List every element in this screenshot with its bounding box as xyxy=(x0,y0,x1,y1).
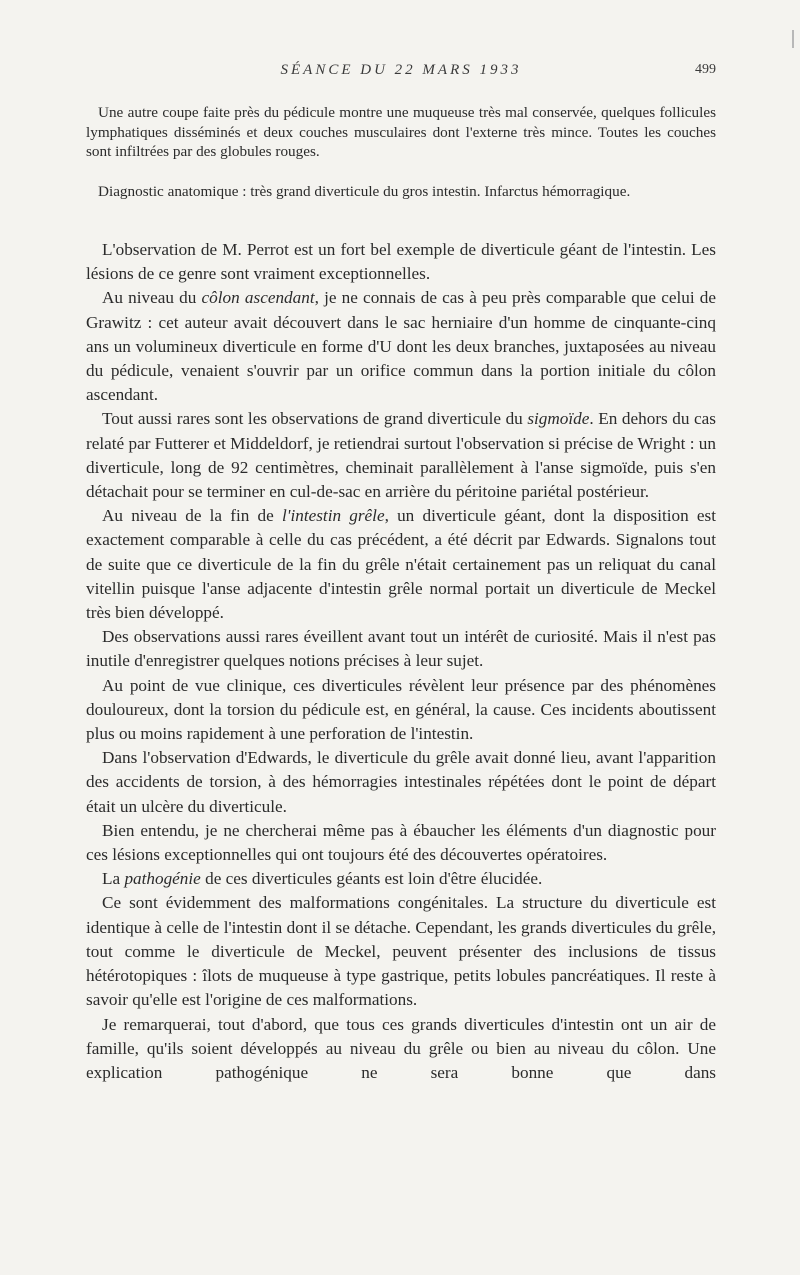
paragraph: Bien entendu, je ne chercherai même pas à ébaucher les éléments d'un diagnostic pour ces lésions exceptionnelles qui ont toujours été des découvertes opératoires. xyxy=(86,820,716,865)
paragraph: Dans l'observation d'Edwards, le diverticule du grêle avait donné lieu, avant l'apparition des accidents de torsion, à des hémorragies intestinales répétées dont le point de départ était un ulcère du diverticule. xyxy=(86,748,716,816)
paragraph: Diagnostic anatomique : très grand diverticule du gros intestin. Infarctus hémorragique. xyxy=(98,183,631,200)
text-run: . En dehors du cas relaté par Futterer et Middeldorf, je retiendrai surtout l'observation si précise de Wright : un diverticule, long de 92 centimètres, cheminait parallèlement à l'anse sigmoïde, puis s'en détachait pour se terminer en cul-de-sac en arrière du péritoine pariétal postérieur. xyxy=(86,409,716,502)
text-run: Au niveau de la fin de xyxy=(102,506,282,526)
text-run: , un diverticule géant, dont la disposition est exactement comparable à celle du cas précédent, a été décrit par Edwards. Signalons tout de suite que ce diverticule de la fin du grêle n'était certainement pas un reliquat du canal vitellin puisque l'anse adjacente d'intestin grêle normal portait un diverticule de Meckel très bien développé. xyxy=(86,506,717,623)
italic-term: côlon ascendant xyxy=(201,288,315,308)
paragraph: Une autre coupe faite près du pédicule montre une muqueuse très mal conservée, quelques follicules lymphatiques disséminés et deux couches musculaires dont l'externe très mince. Toutes les couches sont infiltrées par des globules rouges. xyxy=(86,104,716,161)
text-run: La xyxy=(102,869,125,889)
paragraph: Ce sont évidemment des malformations congénitales. La structure du diverticule est identique à celle de l'intestin dont il se détache. Cependant, les grands diverticules du grêle, tout comme le diverticule de Meckel, peuvent présenter des inclusions de tissus hétérotopiques : îlots de muqueuse à type gastrique, petits lobules pancréatiques. Il reste à savoir qu'elle est l'origine de ces malformations. xyxy=(86,893,716,1010)
running-title: SÉANCE DU 22 MARS 1933 xyxy=(280,62,522,78)
paragraph: L'observation de M. Perrot est un fort bel exemple de diverticule géant de l'intestin. Les lésions de ce genre sont vraiment exceptionnelles. xyxy=(86,240,716,284)
text-run: , je ne connais de cas à peu près comparable que celui de Grawitz : cet auteur avait découvert dans le sac herniaire d'un homme de cinquante-cinq ans un volumineux diverticule en forme d'U dont les deux branches, juxtaposées au niveau du pédicule, venaient s'ouvrir par un orifice commun dans la portion initiale du côlon ascendant. xyxy=(86,288,716,405)
text-run: Tout aussi rares sont les observations de grand diverticule du xyxy=(102,409,528,429)
italic-term: l'intestin grêle xyxy=(282,506,385,526)
running-head xyxy=(86,62,716,84)
histology-paragraph xyxy=(86,103,716,162)
paragraph: Des observations aussi rares éveillent avant tout un intérêt de curiosité. Mais il n'est pas inutile d'enregistrer quelques notions précises à leur sujet. xyxy=(86,627,716,671)
text-run: de ces diverticules géants est loin d'être élucidée. xyxy=(200,869,543,889)
paragraph xyxy=(86,867,716,891)
paragraph: Au point de vue clinique, ces diverticules révèlent leur présence par des phénomènes douloureux, dont la torsion du pédicule est, en général, la cause. Ces incidents aboutissent plus ou moins rapidement à une perforation de l'intestin. xyxy=(86,675,716,744)
italic-term: pathogénie xyxy=(124,869,201,889)
paragraph xyxy=(86,504,716,625)
paragraph: Je remarquerai, tout d'abord, que tous ces grands diverticules d'intestin ont un air de famille, qu'ils soient développés au niveau du grêle ou bien au niveau du côlon. Une explication pathogénique ne sera bonne que dans xyxy=(86,1014,716,1082)
text-run: Au niveau du xyxy=(102,288,202,308)
paragraph xyxy=(86,286,716,407)
paragraph xyxy=(86,407,716,504)
main-text xyxy=(86,238,716,1085)
italic-term: sigmoïde xyxy=(527,409,590,429)
page-number: 499 xyxy=(695,62,716,77)
page-edge-mark xyxy=(792,30,794,48)
diagnosis-paragraph xyxy=(86,182,716,202)
